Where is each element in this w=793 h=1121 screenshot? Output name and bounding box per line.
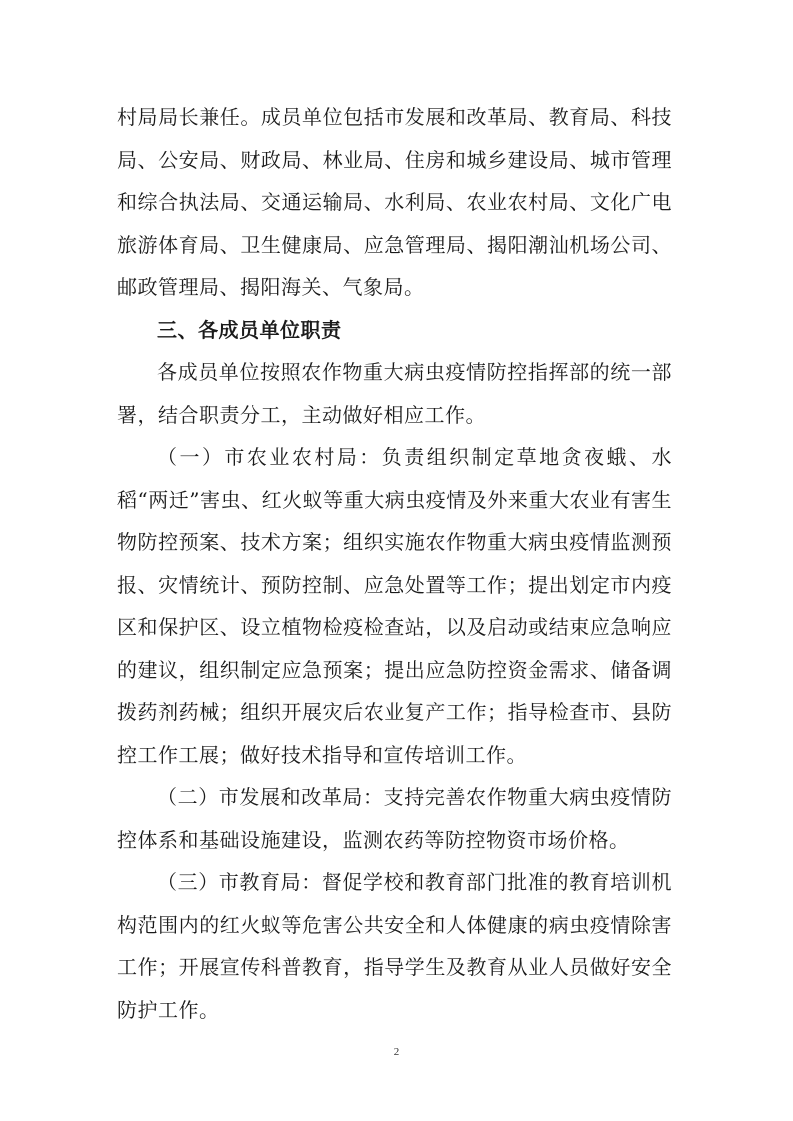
paragraph-duty-education: （三）市教育局：督促学校和教育部门批准的教育培训机构范围内的红火蚁等危害公共安全和人体健康的病虫疫情除害工作；开展宣传科普教育，指导学生及教育从业人员做好安全防护工作。 [117,870,672,1022]
page-number: 2 [393,1046,400,1058]
document-body [117,96,672,1031]
section-three-heading: 三、各成员单位职责 [157,317,342,342]
paragraph-section-three-intro: 各成员单位按照农作物重大病虫疫情防控指挥部的统一部署，结合职责分工，主动做好相应工作。 [117,360,672,427]
paragraph-duty-agriculture: （一）市农业农村局：负责组织制定草地贪夜蛾、水稻“两迁”害虫、红火蚁等重大病虫疫情及外来重大农业有害生物防控预案、技术方案；组织实施农作物重大病虫疫情监测预报、灾情统计、预防控制、应急处置等工作；提出划定市内疫区和保护区、设立植物检疫检查站，以及启动或结束应急响应的建议，组织制定应急预案；提出应急防控资金需求、储备调拨药剂药械；组织开展灾后农业复产工作；指导检查市、县防控工作工展；做好技术指导和宣传培训工作。 [117,445,672,767]
paragraph-members-continued: 村局局长兼任。成员单位包括市发展和改革局、教育局、科技局、公安局、财政局、林业局、住房和城乡建设局、城市管理和综合执法局、交通运输局、水利局、农业农村局、文化广电旅游体育局、卫生健康局、应急管理局、揭阳潮汕机场公司、邮政管理局、揭阳海关、气象局。 [117,105,672,299]
paragraph-duty-development-reform: （二）市发展和改革局：支持完善农作物重大病虫疫情防控体系和基础设施建设，监测农药等防控物资市场价格。 [117,785,672,852]
